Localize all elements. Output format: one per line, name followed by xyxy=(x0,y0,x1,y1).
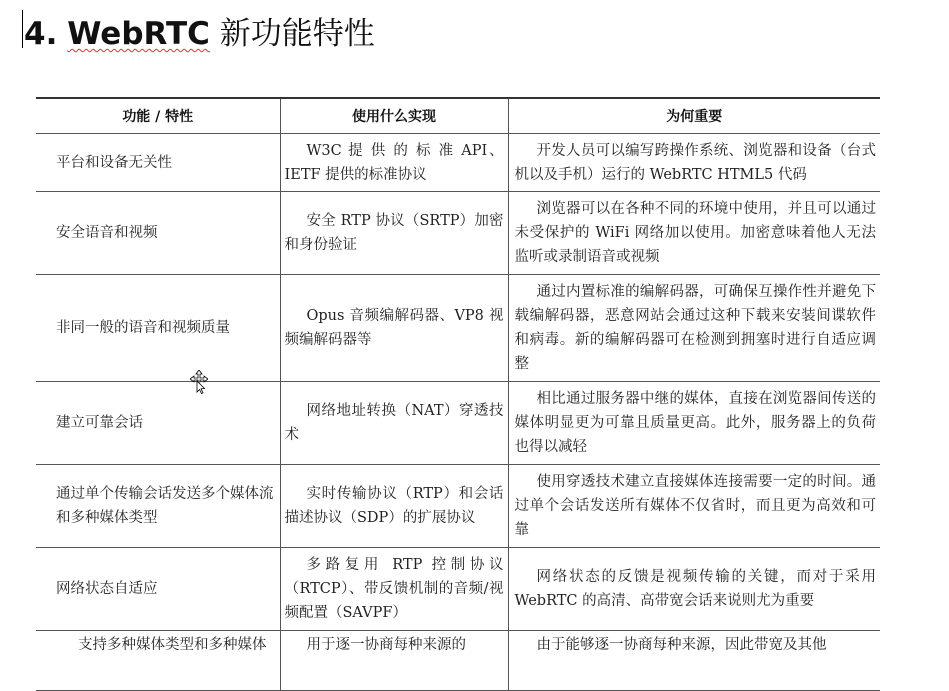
why-text: 网络状态的反馈是视频传输的关键，而对于采用 WebRTC 的高清、高带宽会话来说则尤为重要 xyxy=(514,569,876,609)
table-row xyxy=(36,134,880,192)
why-text: 浏览器可以在各种不同的环境中使用，并且可以通过未受保护的 WiFi 网络加以使用。加密意味着他人无法监听或录制语音或视频 xyxy=(514,201,876,265)
feature-cell: 平台和设备无关性 xyxy=(36,134,280,192)
table-row xyxy=(36,382,880,465)
implementation-text: 实时传输协议（RTP）和会话描述协议（SDP）的扩展协议 xyxy=(284,486,504,526)
feature-cell: 网络状态自适应 xyxy=(36,548,280,631)
why-cell xyxy=(508,382,880,465)
header-why: 为何重要 xyxy=(508,98,880,134)
feature-cell xyxy=(36,631,280,691)
implementation-cell xyxy=(280,192,508,275)
implementation-cell xyxy=(280,631,508,691)
why-cell xyxy=(508,192,880,275)
implementation-cell xyxy=(280,382,508,465)
heading-brand: WebRTC xyxy=(67,16,210,52)
why-text: 由于能够逐一协商每种来源，因此带宽及其他 xyxy=(536,637,827,653)
why-text: 使用穿透技术建立直接媒体连接需要一定的时间。通过单个会话发送所有媒体不仅省时，而且更为高效和可靠 xyxy=(514,474,876,538)
implementation-text: Opus 音频编解码器、VP8 视频编解码器等 xyxy=(284,308,504,348)
why-cell xyxy=(508,275,880,382)
implementation-text: 安全 RTP 协议（SRTP）加密和身份验证 xyxy=(284,213,504,253)
table-row xyxy=(36,275,880,382)
feature-text: 支持多种媒体类型和多种媒体 xyxy=(78,637,267,653)
table-row xyxy=(36,465,880,548)
implementation-cell xyxy=(280,275,508,382)
why-cell xyxy=(508,631,880,691)
feature-table xyxy=(36,97,880,691)
why-text: 通过内置标准的编解码器，可确保互操作性并避免下载编解码器，恶意网站会通过这种下载来安装间谍软件和病毒。新的编解码器可在检测到拥塞时进行自适应调整 xyxy=(514,284,876,372)
table-row xyxy=(36,631,880,691)
why-cell xyxy=(508,465,880,548)
table-header-row xyxy=(36,98,880,134)
table-row xyxy=(36,548,880,631)
why-text: 开发人员可以编写跨操作系统、浏览器和设备（台式机以及手机）运行的 WebRTC HTML5 代码 xyxy=(514,142,876,183)
why-text: 相比通过服务器中继的媒体，直接在浏览器间传送的媒体明显更为可靠且质量更高。此外，服务器上的负荷也得以减轻 xyxy=(514,391,876,455)
implementation-cell xyxy=(280,548,508,631)
page-title xyxy=(24,8,375,53)
implementation-text: W3C 提 供 的 标 准 API、IETF 提供的标准协议 xyxy=(284,142,504,183)
heading-number: 4. xyxy=(24,16,58,52)
implementation-text: 多路复用 RTP 控制协议（RTCP）、带反馈机制的音频/视频配置（SAVPF） xyxy=(284,557,504,621)
feature-cell: 通过单个传输会话发送多个媒体流和多种媒体类型 xyxy=(36,465,280,548)
implementation-text: 用于逐一协商每种来源的 xyxy=(306,637,466,653)
table-row xyxy=(36,192,880,275)
heading-rest: 新功能特性 xyxy=(209,16,375,52)
feature-cell: 建立可靠会话 xyxy=(36,382,280,465)
why-cell xyxy=(508,134,880,192)
why-cell xyxy=(508,548,880,631)
text-cursor xyxy=(22,10,23,48)
implementation-cell xyxy=(280,134,508,192)
header-feature: 功能 / 特性 xyxy=(36,98,280,134)
header-implementation: 使用什么实现 xyxy=(280,98,508,134)
implementation-cell xyxy=(280,465,508,548)
implementation-text: 网络地址转换（NAT）穿透技术 xyxy=(284,403,504,443)
feature-cell: 非同一般的语音和视频质量 xyxy=(36,275,280,382)
feature-cell: 安全语音和视频 xyxy=(36,192,280,275)
move-cursor-icon xyxy=(190,370,208,394)
